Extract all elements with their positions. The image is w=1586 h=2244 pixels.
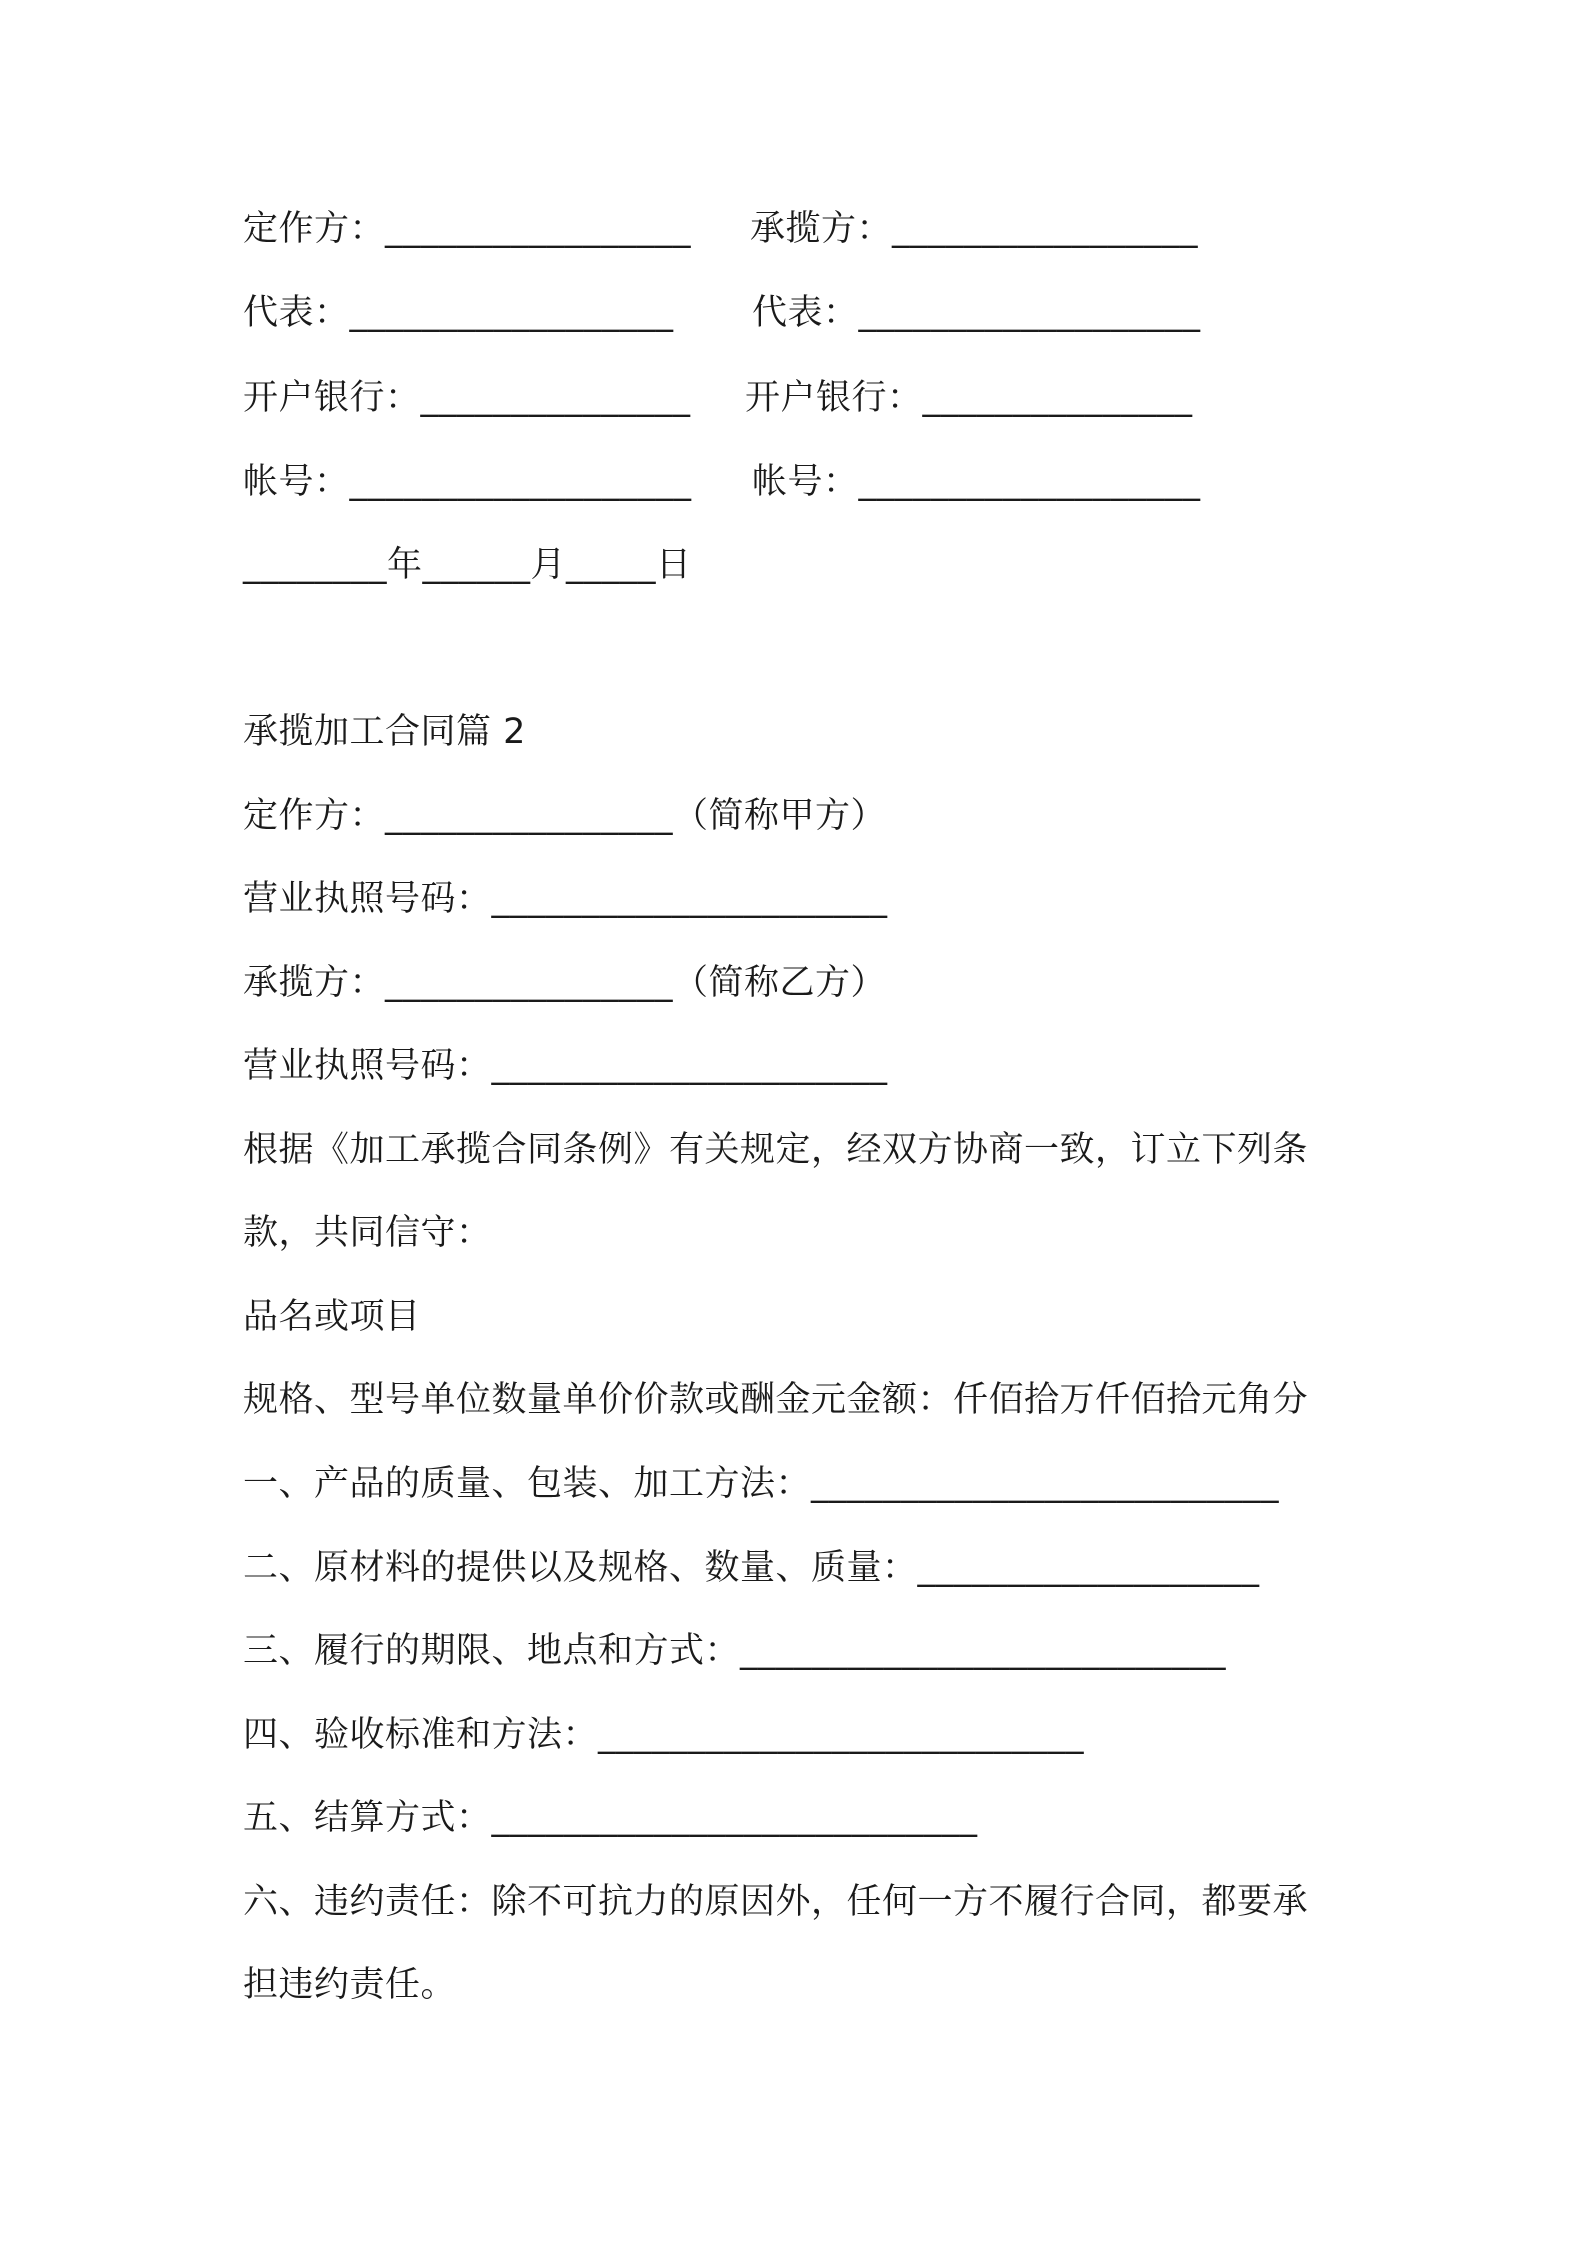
bank-b-field: 开户银行：_______________ bbox=[745, 378, 1193, 418]
clause-6-line1: 六、违约责任：除不可抗力的原因外，任何一方不履行合同，都要承 bbox=[243, 1882, 1309, 1922]
clause-1: 一、产品的质量、包装、加工方法：__________________________ bbox=[243, 1464, 1280, 1504]
party-a-field: 定作方：_________________ bbox=[243, 209, 692, 249]
party-b-line: 承揽方：________________（简称乙方） bbox=[243, 963, 887, 1003]
account-b-field: 帐号：___________________ bbox=[752, 462, 1201, 502]
date-field: ________年______月_____日 bbox=[243, 545, 692, 585]
license-b-line: 营业执照号码：______________________ bbox=[243, 1046, 888, 1086]
representative-b-field: 代表：___________________ bbox=[752, 293, 1201, 333]
item-name-line: 品名或项目 bbox=[243, 1297, 421, 1337]
party-a-line: 定作方：________________（简称甲方） bbox=[243, 796, 887, 836]
representative-a-field: 代表：__________________ bbox=[243, 293, 674, 333]
intro-paragraph-line2: 款，共同信守： bbox=[243, 1213, 492, 1253]
clause-6-line2: 担违约责任。 bbox=[243, 1965, 457, 2005]
clause-2: 二、原材料的提供以及规格、数量、质量：___________________ bbox=[243, 1548, 1260, 1588]
section-title: 承揽加工合同篇 2 bbox=[243, 712, 526, 752]
intro-paragraph-line1: 根据《加工承揽合同条例》有关规定，经双方协商一致，订立下列条 bbox=[243, 1130, 1309, 1170]
account-a-field: 帐号：___________________ bbox=[243, 462, 692, 502]
spec-line: 规格、型号单位数量单价价款或酬金元金额：仟佰拾万仟佰拾元角分 bbox=[243, 1380, 1309, 1420]
clause-4: 四、验收标准和方法：___________________________ bbox=[243, 1715, 1085, 1755]
party-b-field: 承揽方：_________________ bbox=[750, 209, 1199, 249]
license-a-line: 营业执照号码：______________________ bbox=[243, 879, 888, 919]
clause-5: 五、结算方式：___________________________ bbox=[243, 1798, 978, 1838]
bank-a-field: 开户银行：_______________ bbox=[243, 378, 691, 418]
clause-3: 三、履行的期限、地点和方式：___________________________ bbox=[243, 1631, 1227, 1671]
